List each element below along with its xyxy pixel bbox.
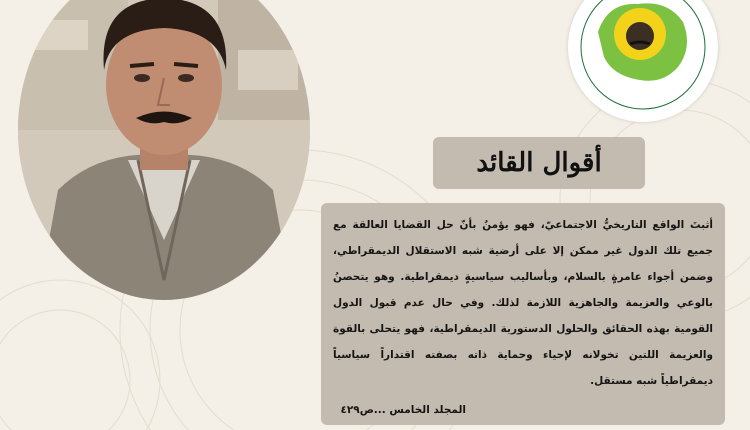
page-title: أقوال القائد [476, 148, 602, 178]
quote-source: المجلد الخامس ...ص٤٢٩ [340, 404, 466, 416]
title-panel [433, 137, 645, 189]
quote-text: أثبتَ الواقع التاريخيُّ الاجتماعيّ، فهو يؤمنُ بأنّ حل القضايا العالقة مع جميع تلك الدول غير ممكن إلا على أرضية شبه الاستقلال الديمقراطي، وضمن أجواء عامرةٍ بالسلام، وبأساليب سياسيةٍ ديمقراطية. وهو يتحصنُ بالوعي والعزيمة والجاهزية اللازمة لذلك. وفي حال عدم قبول الدول القومية بهذه الحقائق والحلول الدستورية الديمقراطية، فهو يتحلى بالقوة والعزيمة اللتين تخولانه لإحياء وحماية ذاته بصفته اقتداراً سياسياً ديمقراطياً شبه مستقل. [333, 219, 713, 387]
